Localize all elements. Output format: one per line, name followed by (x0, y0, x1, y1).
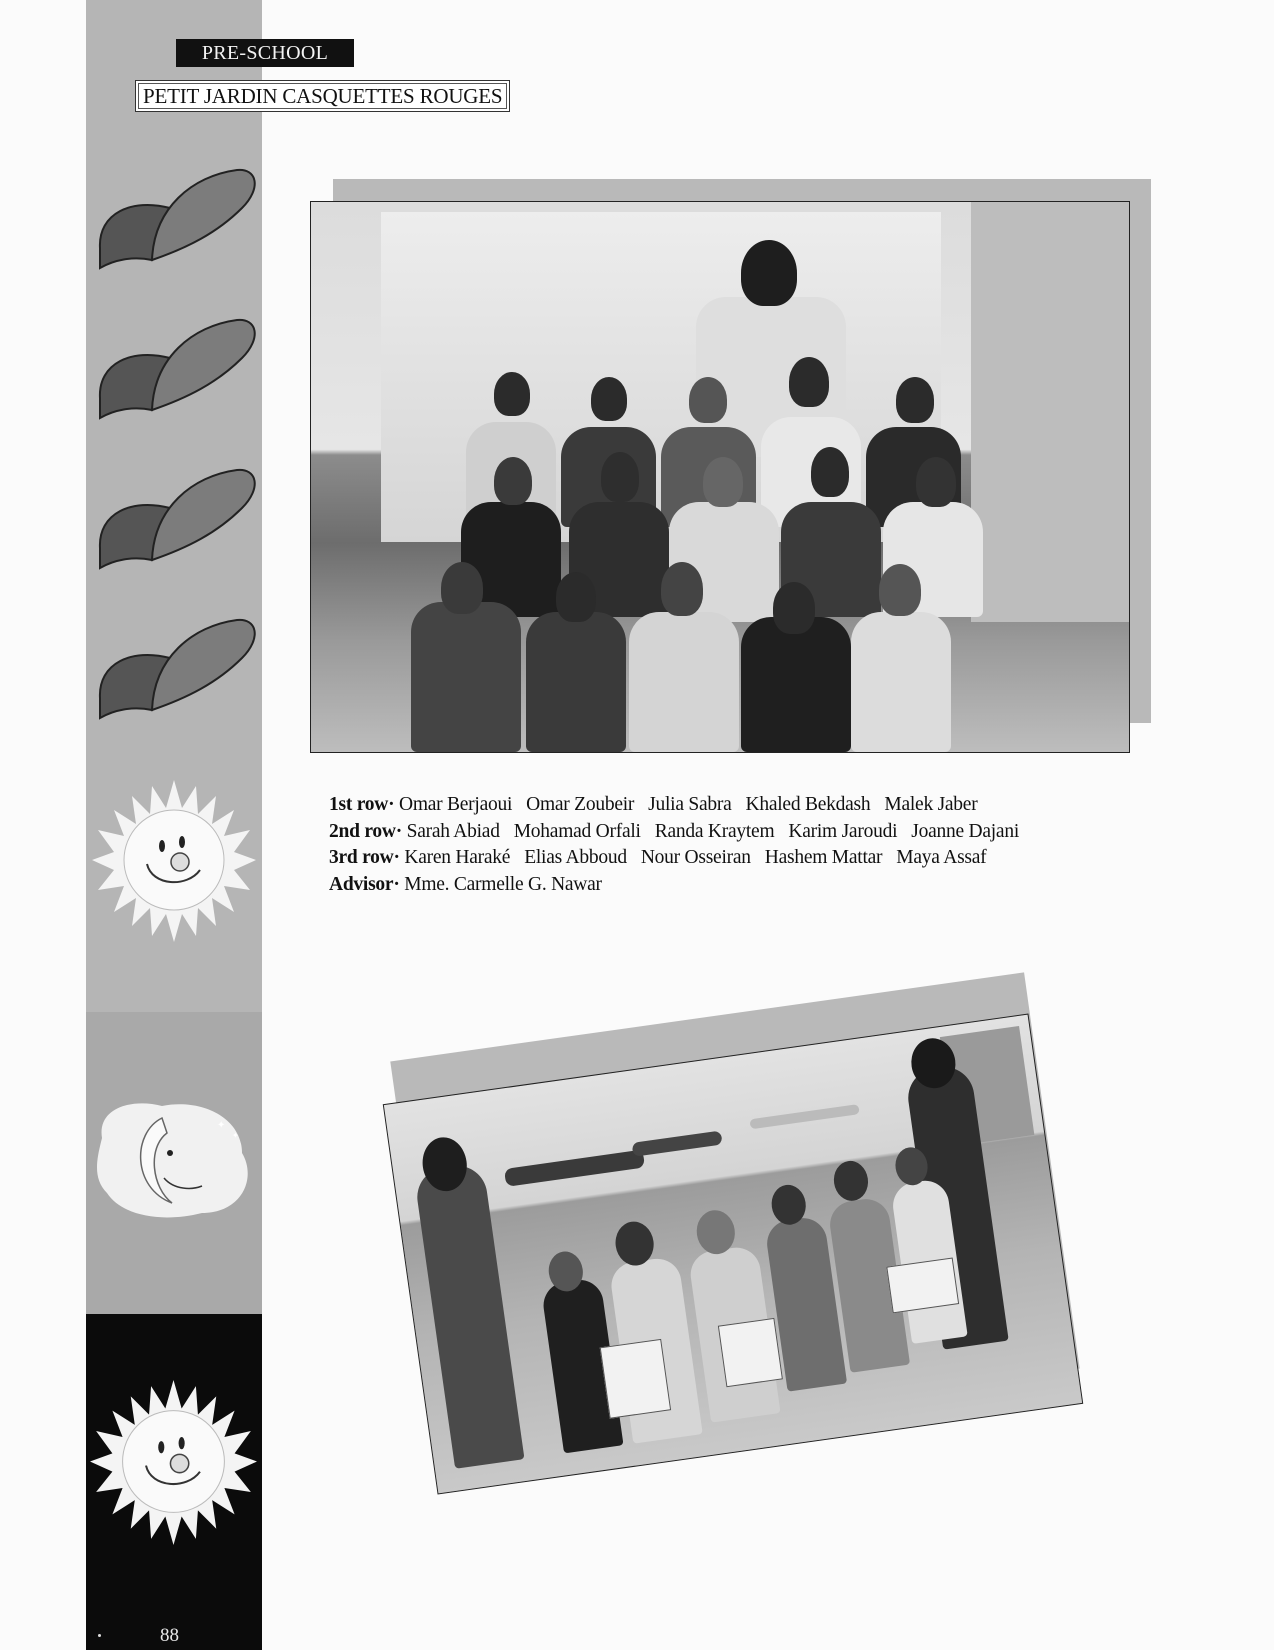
student-name: Mohamad Orfali (513, 820, 641, 842)
cap-icon (92, 168, 262, 283)
student-name: Randa Kraytem (654, 820, 775, 842)
student-name: Maya Assaf (896, 847, 987, 868)
moon-icon (92, 1098, 257, 1223)
caption-row: Advisor· Mme. Carmelle G. Nawar (329, 873, 602, 895)
page-title: PETIT JARDIN CASQUETTES ROUGES (135, 80, 510, 112)
student-name: Joanne Dajani (911, 820, 1020, 842)
student-name: Hashem Mattar (764, 847, 883, 868)
decorative-dot (98, 1634, 101, 1637)
caption-row-label: Advisor (329, 873, 394, 895)
cap-icon (92, 618, 262, 733)
svg-text:✦: ✦ (217, 1120, 226, 1131)
sun-icon (90, 1378, 258, 1546)
cap-icon (92, 468, 262, 583)
caption-row: 1st row· Omar Berjaoui Omar Zoubeir Julia Sabra Khaled Bekdash Malek Jaber (329, 794, 978, 815)
student-name: Malek Jaber (884, 794, 978, 815)
page-number: 88 (160, 1625, 179, 1646)
student-name: Khaled Bekdash (745, 794, 871, 815)
caption-row: 3rd row· Karen Haraké Elias Abboud Nour Osseiran Hashem Mattar Maya Assaf (329, 847, 987, 868)
class-photo (310, 201, 1130, 753)
svg-text:✦: ✦ (232, 1131, 239, 1140)
caption-row-label: 2nd row (329, 820, 396, 842)
student-name: Omar Zoubeir (526, 794, 635, 815)
caption-row: 2nd row· Sarah Abiad Mohamad Orfali Randa Kraytem Karim Jaroudi Joanne Dajani (329, 820, 1020, 842)
caption-row-label: 3rd row (329, 847, 394, 868)
cap-icon (92, 318, 262, 433)
student-name: Karen Haraké (404, 847, 511, 868)
student-name: Elias Abboud (524, 847, 627, 868)
sun-icon (92, 778, 257, 943)
caption-row-label: 1st row (329, 794, 389, 815)
student-name: Sarah Abiad (406, 820, 500, 842)
outing-photo-group (395, 975, 1107, 1523)
student-name: Omar Berjaoui (398, 794, 513, 815)
advisor-name: Mme. Carmelle G. Nawar (404, 873, 602, 895)
student-name: Nour Osseiran (640, 847, 751, 868)
student-name: Karim Jaroudi (788, 820, 898, 842)
section-tag: PRE-SCHOOL (176, 39, 354, 67)
student-name: Julia Sabra (648, 794, 732, 815)
photo-caption (329, 792, 1033, 898)
